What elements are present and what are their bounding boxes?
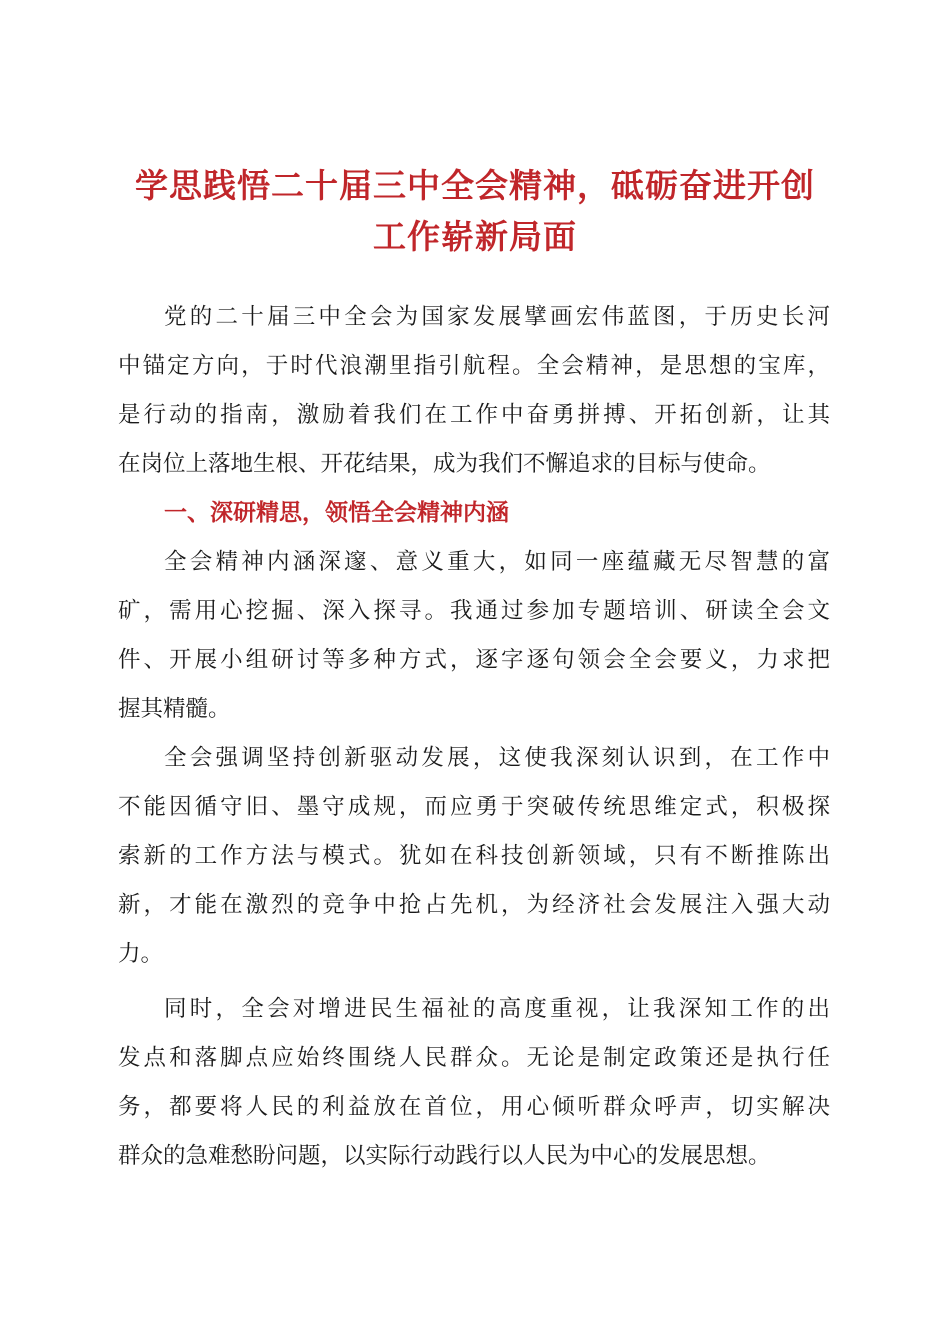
document-title-line-1: 学思践悟二十届三中全会精神，砥砺奋进开创 [135, 166, 815, 205]
section-1-heading: 一、深研精思，领悟全会精神内涵 [164, 500, 509, 526]
paragraph-3-line: 全会强调坚持创新驱动发展，这使我深刻认识到，在工作中 [164, 745, 830, 771]
paragraph-3-line: 新，才能在激烈的竞争中抢占先机，为经济社会发展注入强大动 [118, 892, 830, 918]
paragraph-1-line: 是行动的指南，激励着我们在工作中奋勇拼搏、开拓创新，让其 [118, 402, 830, 428]
paragraph-3-line: 力。 [118, 941, 164, 967]
paragraph-1-line: 中锚定方向，于时代浪潮里指引航程。全会精神，是思想的宝库， [118, 353, 830, 379]
paragraph-2-line: 握其精髓。 [118, 696, 231, 722]
paragraph-2-line: 全会精神内涵深邃、意义重大，如同一座蕴藏无尽智慧的富 [164, 549, 830, 575]
paragraph-4-line: 同时，全会对增进民生福祉的高度重视，让我深知工作的出 [164, 996, 830, 1022]
paragraph-1-line: 在岗位上落地生根、开花结果，成为我们不懈追求的目标与使命。 [118, 451, 771, 477]
document-title-line-2: 工作崭新局面 [373, 217, 577, 256]
paragraph-4-line: 发点和落脚点应始终围绕人民群众。无论是制定政策还是执行任 [118, 1045, 830, 1071]
paragraph-4-line: 务，都要将人民的利益放在首位，用心倾听群众呼声，切实解决 [118, 1094, 830, 1120]
paragraph-3-line: 不能因循守旧、墨守成规，而应勇于突破传统思维定式，积极探 [118, 794, 830, 820]
paragraph-4-line: 群众的急难愁盼问题，以实际行动践行以人民为中心的发展思想。 [118, 1143, 771, 1169]
paragraph-2-line: 矿，需用心挖掘、深入探寻。我通过参加专题培训、研读全会文 [118, 598, 830, 624]
paragraph-3-line: 索新的工作方法与模式。犹如在科技创新领域，只有不断推陈出 [118, 843, 830, 869]
paragraph-1-line: 党的二十届三中全会为国家发展擘画宏伟蓝图，于历史长河 [164, 304, 830, 330]
paragraph-2-line: 件、开展小组研讨等多种方式，逐字逐句领会全会要义，力求把 [118, 647, 830, 673]
